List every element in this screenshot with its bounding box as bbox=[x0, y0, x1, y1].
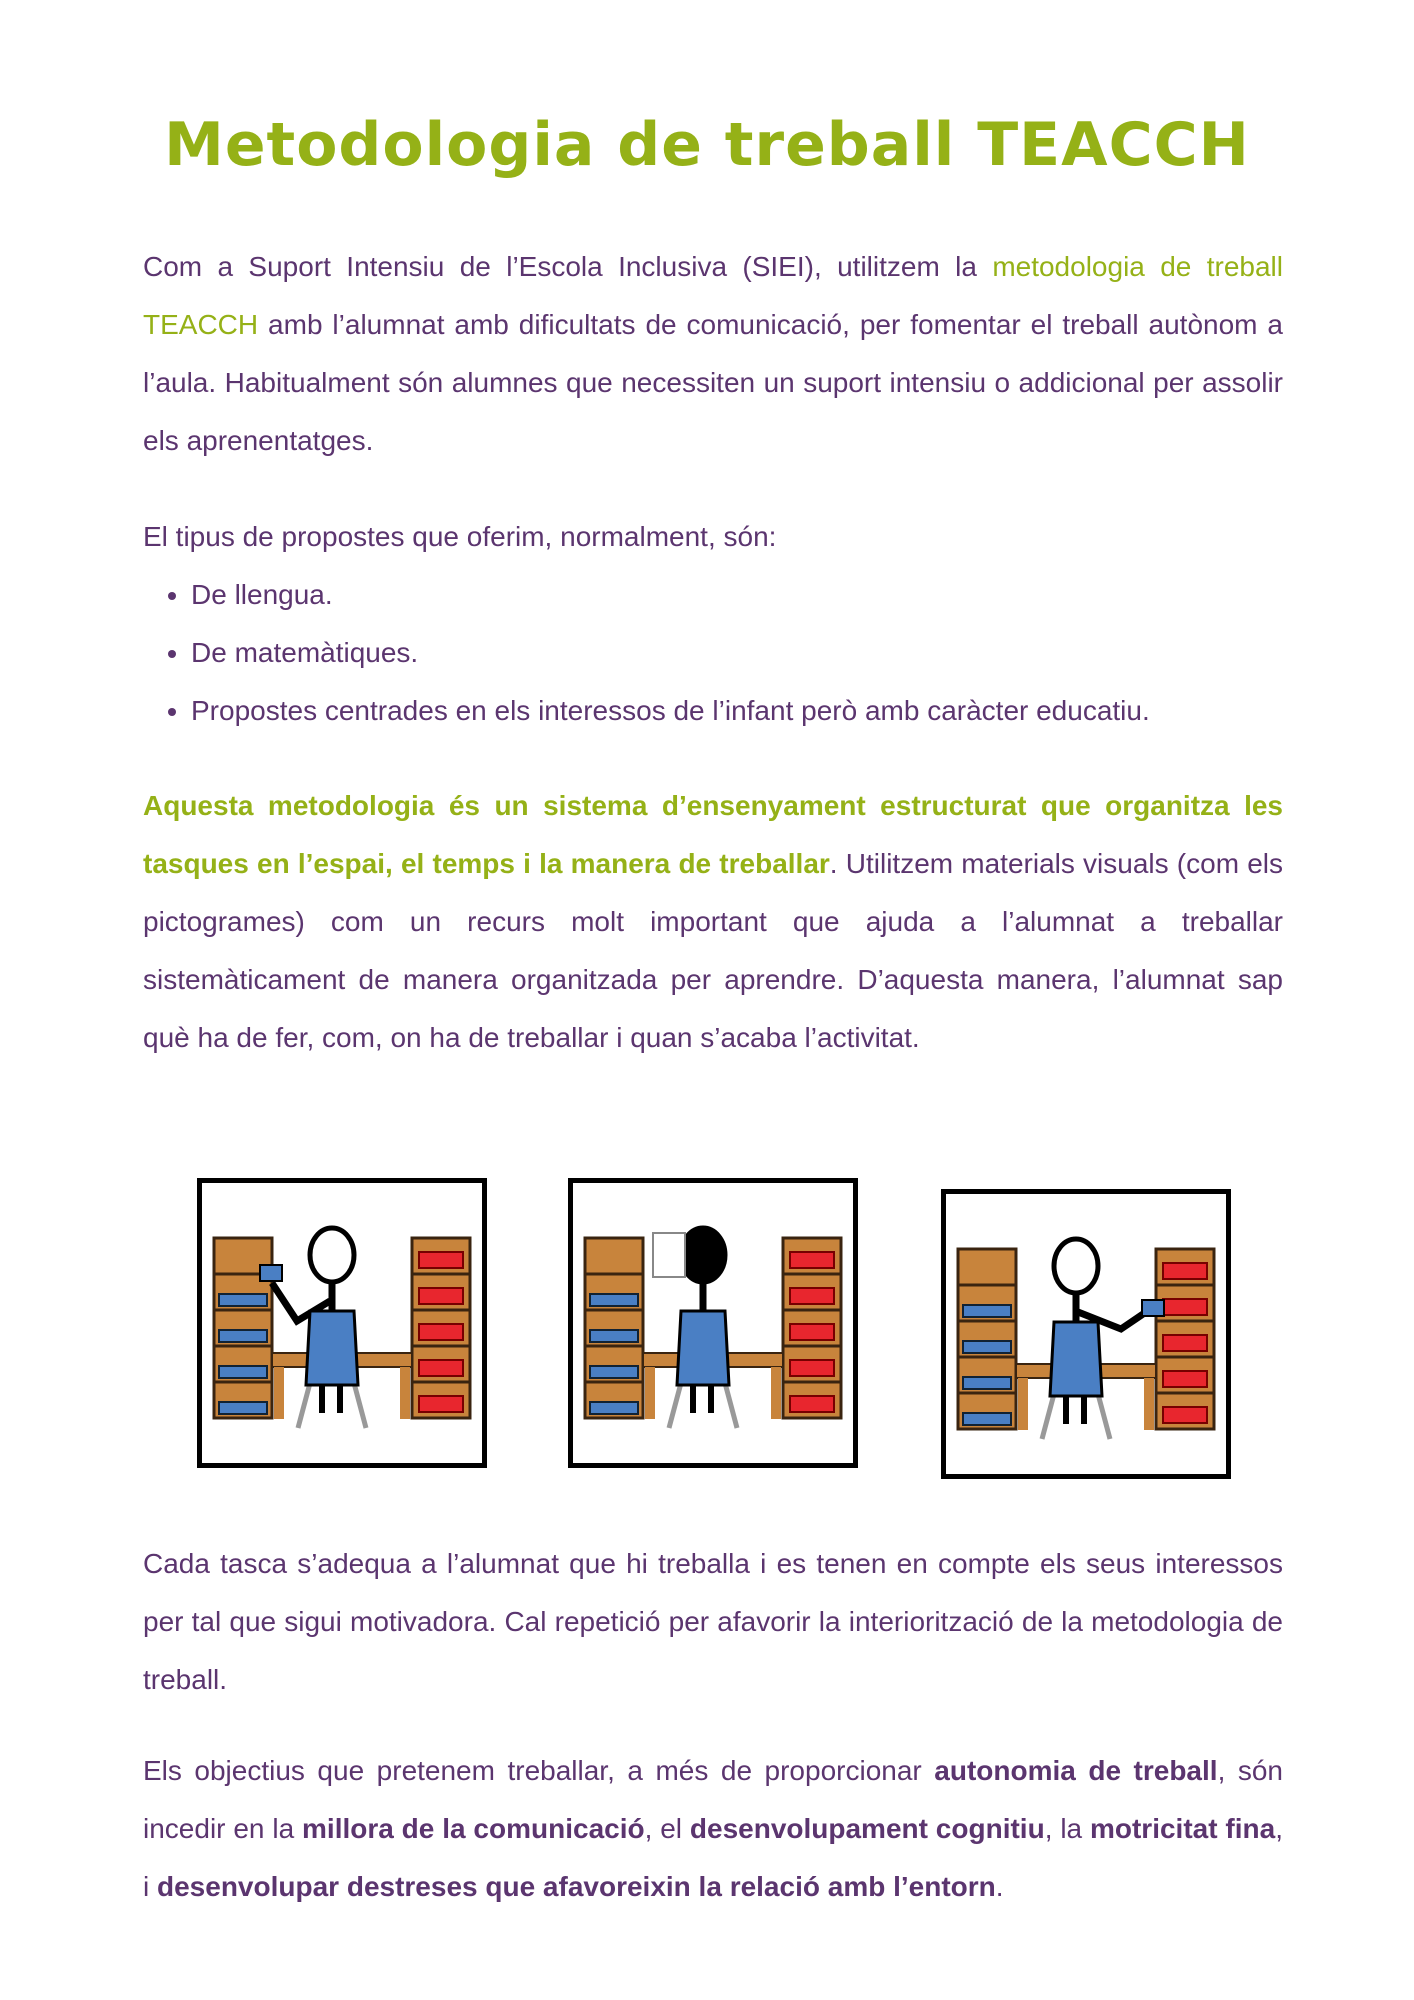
shelf-icon bbox=[585, 1238, 643, 1418]
objective-bold: motricitat fina bbox=[1089, 1813, 1276, 1844]
pictogram-work-at-desk bbox=[568, 1178, 858, 1468]
intro-paragraph bbox=[143, 238, 1283, 470]
intro-text-rest: amb l’alumnat amb dificultats de comunicació, per fomentar el treball autònom a l’aula. Habitualment són alumnes que necessiten un suport intensiu o addicional per assolir els aprenentatges. bbox=[143, 309, 1283, 456]
objective-bold: autonomia de treball bbox=[934, 1755, 1218, 1786]
pictogram-svg bbox=[573, 1183, 853, 1463]
list-item: • Propostes centrades en els interessos de l’infant però amb caràcter educatiu. bbox=[191, 682, 1150, 740]
pictogram-svg bbox=[946, 1194, 1226, 1474]
pictogram-take-task bbox=[197, 1178, 487, 1468]
methodology-highlight: Aquesta metodologia és un sistema d’ensenyament estructurat que organitza les tasques en l’espai, el temps i la manera de treballar bbox=[143, 790, 1283, 879]
objectives-text: , són incedir en la bbox=[143, 1755, 1284, 1844]
objective-bold: desenvolupar destreses que afavoreixin la relació amb l’entorn bbox=[157, 1871, 996, 1902]
proposals-lead: El tipus de propostes que oferim, normalment, són: bbox=[143, 521, 777, 552]
objectives-text: , la bbox=[1044, 1813, 1090, 1844]
intro-highlight: metodologia de treball TEACCH bbox=[143, 251, 1284, 340]
shelf-icon bbox=[958, 1249, 1016, 1429]
shelf-icon bbox=[783, 1238, 841, 1418]
adapt-paragraph: Cada tasca s’adequa a l’alumnat que hi treballa i es tenen en compte els seus interessos per tal que sigui motivadora. Cal repetició per afavorir la interiorització de la metodologia de treball. bbox=[143, 1548, 1283, 1695]
methodology-paragraph bbox=[143, 777, 1283, 1067]
objective-bold: millora de la comunicació bbox=[302, 1813, 645, 1844]
list-item: • De matemàtiques. bbox=[191, 624, 1150, 682]
shelf-icon bbox=[1156, 1249, 1214, 1429]
pictogram-place-task bbox=[941, 1189, 1231, 1479]
objective-bold: desenvolupament cognitiu bbox=[689, 1813, 1045, 1844]
objectives-text: . bbox=[995, 1871, 1004, 1902]
list-item: • De llengua. bbox=[191, 566, 1150, 624]
objectives-paragraph bbox=[143, 1742, 1283, 1916]
proposals-list bbox=[143, 566, 1150, 740]
student-icon bbox=[653, 1228, 737, 1428]
shelf-icon bbox=[412, 1238, 470, 1418]
objectives-text: Els objectius que pretenem treballar, a més de proporcionar bbox=[143, 1755, 935, 1786]
intro-text: Com a Suport Intensiu de l’Escola Inclusiva (SIEI), utilitzem la bbox=[143, 251, 993, 282]
objectives-text: , i bbox=[143, 1813, 1283, 1902]
objectives-text: , el bbox=[644, 1813, 690, 1844]
methodology-text: . Utilitzem materials visuals (com els pictogrames) com un recurs molt important que ajuda a l’alumnat a treballar sistemàticament de manera organitzada per aprendre. D’aquesta manera, l’alumnat sap què ha de fer, com, on ha de treballar i quan s’acaba l’activitat. bbox=[143, 848, 1283, 1053]
pictogram-svg bbox=[202, 1183, 482, 1463]
page-title: Metodologia de treball TEACCH bbox=[164, 110, 1250, 180]
